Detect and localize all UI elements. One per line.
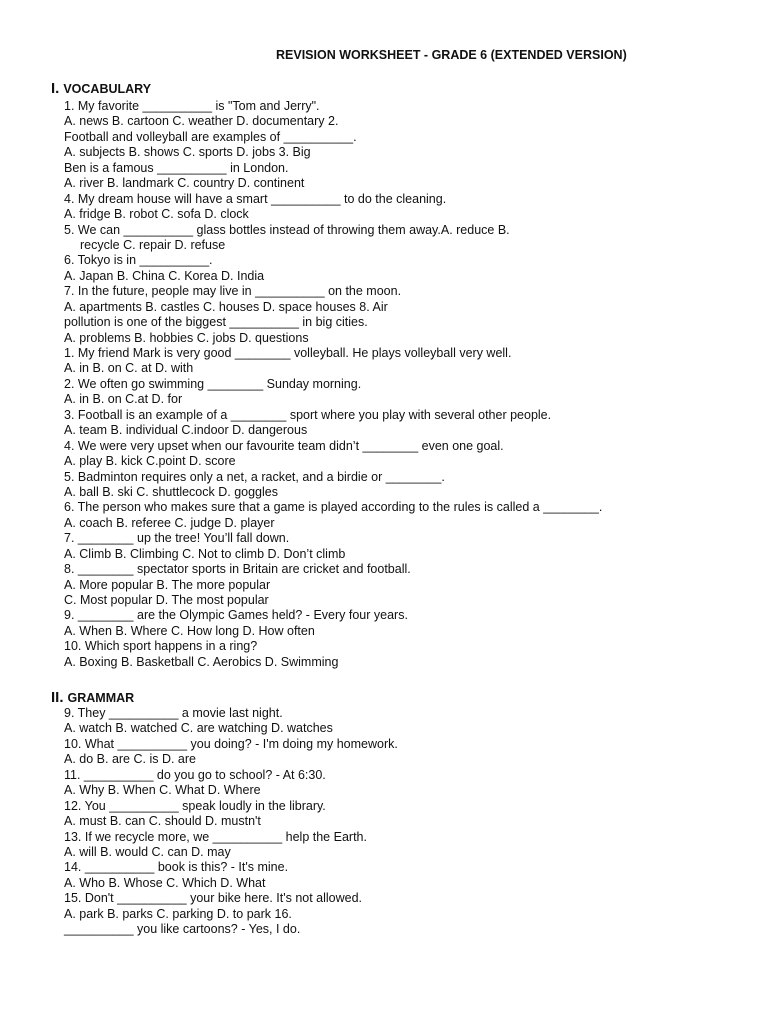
worksheet-line: 10. Which sport happens in a ring? (64, 639, 258, 654)
worksheet-line: A. Climb B. Climbing C. Not to climb D. Don’t climb (64, 546, 346, 561)
worksheet-line: A. will B. would C. can D. may (64, 844, 231, 859)
worksheet-line: 1. My friend Mark is very good ________ volleyball. He plays volleyball very well. (64, 346, 512, 360)
section-title: VOCABULARY (63, 82, 152, 96)
section-number: II. (51, 689, 64, 706)
worksheet-line: A. More popular B. The more popular (64, 577, 271, 592)
worksheet-line: A. Japan B. China C. Korea D. India (64, 268, 265, 283)
worksheet-line: A. park B. parks C. parking D. to park 16. (64, 906, 292, 921)
worksheet-line: A. watch B. watched C. are watching D. watches (64, 721, 333, 736)
worksheet-line: A. in B. on C.at D. for (64, 392, 183, 407)
worksheet-line: 2. We often go swimming ________ Sunday morning. (64, 376, 362, 391)
grammar-questions (64, 706, 398, 938)
worksheet-line: 6. The person who makes sure that a game is played according to the rules is called a ________. (64, 500, 603, 515)
worksheet-line: 8. ________ spectator sports in Britain are cricket and football. (64, 562, 411, 577)
worksheet-line: A. fridge B. robot C. sofa D. clock (64, 207, 249, 222)
worksheet-line: 11. __________ do you go to school? - At 6:30. (64, 767, 326, 782)
worksheet-line: Football and volleyball are examples of __________. (64, 129, 357, 144)
worksheet-line: __________ you like cartoons? - Yes, I do. (64, 922, 301, 937)
section-number: I. (51, 80, 60, 97)
worksheet-line: 1. My favorite __________ is "Tom and Jerry". (64, 99, 320, 113)
worksheet-line: A. do B. are C. is D. are (64, 752, 196, 767)
worksheet-line: 4. We were very upset when our favourite team didn’t ________ even one goal. (64, 438, 504, 453)
worksheet-line: A. problems B. hobbies C. jobs D. questions (64, 330, 309, 345)
worksheet-line: A. river B. landmark C. country D. continent (64, 176, 305, 191)
section-heading-grammar (51, 689, 134, 706)
worksheet-line: A. team B. individual C.indoor D. dangerous (64, 423, 308, 438)
worksheet-line: A. When B. Where C. How long D. How often (64, 623, 315, 638)
worksheet-line: 10. What __________ you doing? - I'm doing my homework. (64, 736, 398, 751)
worksheet-line: A. Boxing B. Basketball C. Aerobics D. Swimming (64, 654, 339, 669)
worksheet-line: A. must B. can C. should D. mustn't (64, 814, 261, 829)
worksheet-line: A. news B. cartoon C. weather D. documentary 2. (64, 114, 339, 129)
worksheet-line: 7. ________ up the tree! You’ll fall down. (64, 531, 290, 546)
worksheet-line: 12. You __________ speak loudly in the library. (64, 798, 326, 813)
worksheet-line: A. apartments B. castles C. houses D. space houses 8. Air (64, 299, 388, 314)
worksheet-line: 15. Don't __________ your bike here. It's not allowed. (64, 891, 363, 906)
worksheet-line: A. Why B. When C. What D. Where (64, 783, 261, 798)
worksheet-line: A. Who B. Whose C. Which D. What (64, 875, 266, 890)
worksheet-line: A. ball B. ski C. shuttlecock D. goggles (64, 484, 278, 499)
worksheet-line: A. play B. kick C.point D. score (64, 454, 236, 469)
worksheet-line: 3. Football is an example of a ________ sport where you play with several other people. (64, 407, 552, 422)
worksheet-line: A. subjects B. shows C. sports D. jobs 3. Big (64, 145, 311, 160)
worksheet-line: 14. __________ book is this? - It's mine. (64, 860, 289, 875)
worksheet-line: A. coach B. referee C. judge D. player (64, 515, 275, 530)
section-title: GRAMMAR (67, 691, 135, 705)
worksheet-title: REVISION WORKSHEET - GRADE 6 (EXTENDED VERSION) (276, 48, 627, 62)
section-heading-vocabulary (51, 80, 151, 97)
worksheet-line: C. Most popular D. The most popular (64, 593, 269, 607)
worksheet-line: pollution is one of the biggest __________ in big cities. (64, 315, 368, 330)
worksheet-line: A. in B. on C. at D. with (64, 361, 194, 376)
worksheet-line: 6. Tokyo is in __________. (64, 253, 213, 268)
worksheet-line: 7. In the future, people may live in __________ on the moon. (64, 284, 402, 299)
vocabulary-questions (64, 99, 602, 670)
worksheet-line: Ben is a famous __________ in London. (64, 160, 289, 175)
worksheet-line: recycle C. repair D. refuse (80, 237, 226, 252)
worksheet-line: 9. They __________ a movie last night. (64, 706, 283, 720)
worksheet-line: 4. My dream house will have a smart __________ to do the cleaning. (64, 191, 447, 206)
worksheet-line: 9. ________ are the Olympic Games held? - Every four years. (64, 608, 408, 623)
worksheet-line: 5. Badminton requires only a net, a racket, and a birdie or ________. (64, 469, 445, 484)
worksheet-line: 5. We can __________ glass bottles instead of throwing them away.A. reduce B. (64, 222, 510, 237)
worksheet-line: 13. If we recycle more, we __________ help the Earth. (64, 829, 367, 844)
